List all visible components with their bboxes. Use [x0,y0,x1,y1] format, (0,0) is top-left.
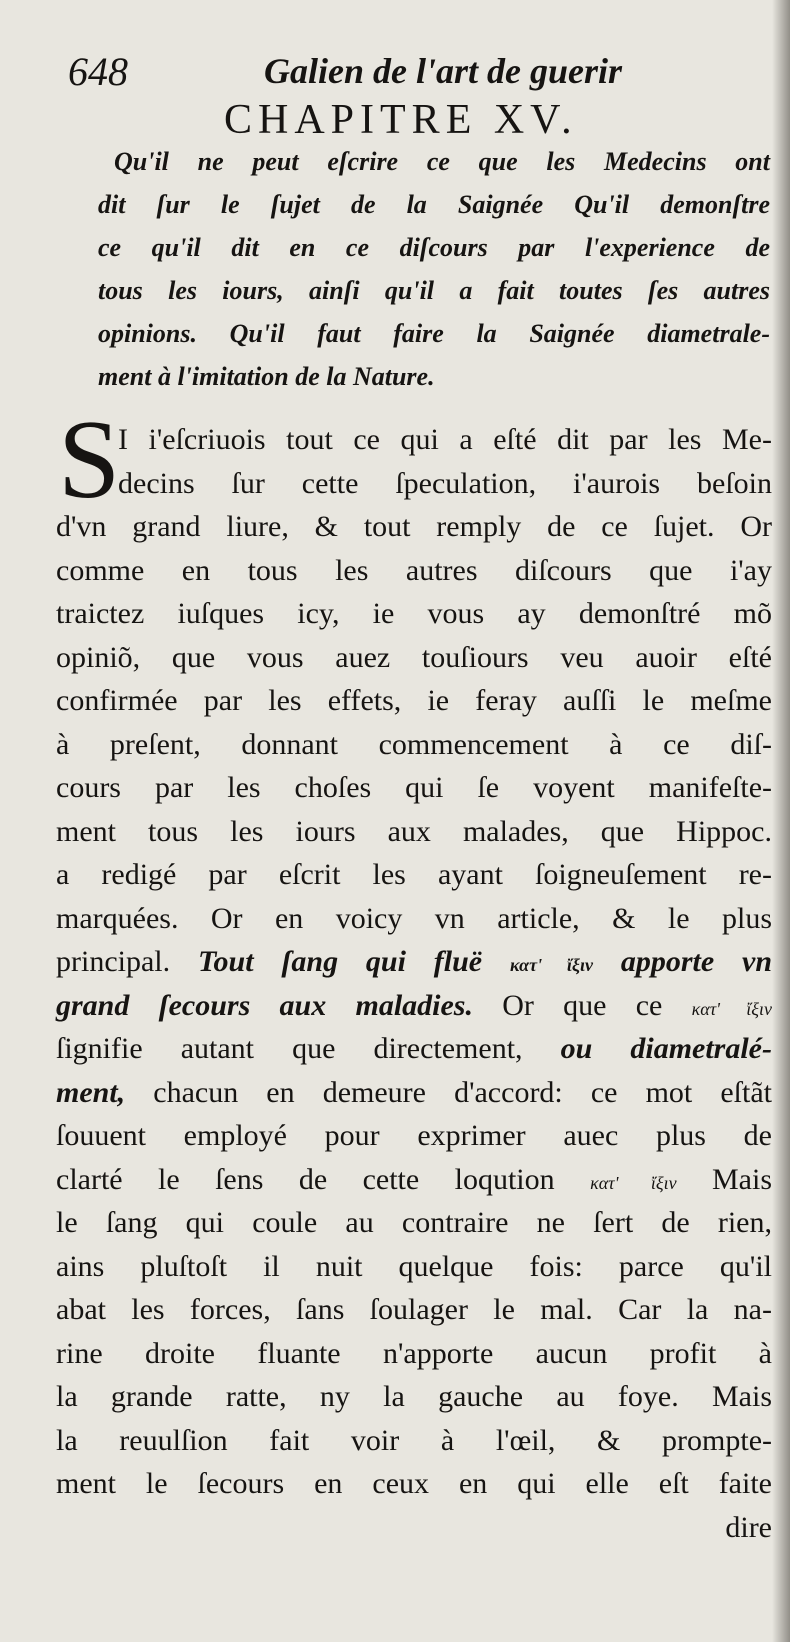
body-line: decins ſur cette ſpeculation, i'aurois beſoin [118,466,772,500]
body-line [56,1071,772,1115]
body-line: à preſent, donnant commencement à ce diſ- [56,727,772,761]
greek-term: κατ' ἴξιν [590,1172,677,1193]
body-line: cours par les choſes qui ſe voyent manifeſte- [56,771,772,804]
catchword: dire [725,1510,772,1544]
summary-line: ce qu'il dit en ce diſcours par l'experience de [98,233,770,262]
body-text [56,418,772,1549]
body-text-run: clarté le ſens de cette loqution [56,1162,591,1196]
aphorism-quote: grand ſecours aux maladies. [56,988,473,1022]
body-line: le ſang qui coule au contraire ne ſert de rien, [56,1206,772,1239]
body-line: la reuulſion fait voir à l'œil, & prompte- [56,1423,772,1457]
greek-term: κατ' ἴξιν [691,998,772,1019]
body-line [56,940,772,984]
summary-line: opinions. Qu'il faut faire la Saignée diametrale- [98,319,770,348]
page-number: 648 [68,49,128,94]
binding-shadow [772,0,790,1642]
running-title: Galien de l'art de guerir [264,51,622,91]
body-text-run: principal. [56,945,198,978]
body-line: confirmée par les effets, ie feray auſſi le meſme [56,684,772,717]
body-text-run: Or que ce [472,988,692,1022]
page-header [64,44,704,100]
body-line: ains pluſtoſt il nuit quelque fois: parce qu'il [56,1249,772,1283]
body-line: ment le ſecours en ceux en qui elle eſt faite [56,1467,772,1500]
chapter-title: CHAPITRE XV. [224,97,578,143]
body-text-run: chacun en demeure d'accord: ce mot eſtãt [125,1075,772,1109]
summary-line: Qu'il ne peut eſcrire ce que les Medecins ont [114,147,770,176]
summary-line: dit ſur le ſujet de la Saignée Qu'il demonſtre [98,190,770,219]
body-line: opiniõ, que vous auez touſiours veu auoir eſté [56,640,772,674]
body-line [56,1158,772,1202]
greek-term: κατ' ἴξιν [509,955,593,975]
aphorism-quote: apporte vn [593,945,772,978]
scan-edge [790,0,800,1642]
body-line: a redigé par eſcrit les ayant ſoigneuſement re- [56,858,772,891]
summary-line: tous les iours, ainſi qu'il a fait toutes ſes autres [98,276,770,305]
drop-cap: S [58,398,121,522]
summary-line: ment à l'imitation de la Nature. [98,362,435,391]
body-line [56,1027,772,1071]
chapter-summary [98,140,770,398]
body-line: ſouuent employé pour exprimer auec plus de [56,1119,772,1152]
body-line: rine droite fluante n'apporte aucun profit à [56,1336,772,1370]
body-line: abat les forces, ſans ſoulager le mal. Car la na- [56,1293,772,1326]
aphorism-quote: Tout ſang qui fluë [197,945,510,978]
body-line: marquées. Or en voicy vn article, & le plus [56,901,772,935]
body-line: I i'eſcriuois tout ce qui a eſté dit par les Me- [118,423,772,456]
body-line: d'vn grand liure, & tout remply de ce ſujet. Or [56,510,772,543]
body-line: comme en tous les autres diſcours que i'ay [56,553,772,587]
body-line: la grande ratte, ny la gauche au foye. Mais [56,1380,772,1413]
italic-gloss: ment, [56,1075,126,1109]
body-text-run: ſignifie autant que directement, [56,1032,561,1065]
body-line: ment tous les iours aux malades, que Hippoc. [56,814,772,848]
body-text-run: Mais [676,1162,772,1196]
body-line: traictez iuſques icy, ie vous ay demonſtré mõ [56,597,772,630]
body-line [56,984,772,1028]
italic-gloss: ou diametralé- [560,1032,772,1065]
